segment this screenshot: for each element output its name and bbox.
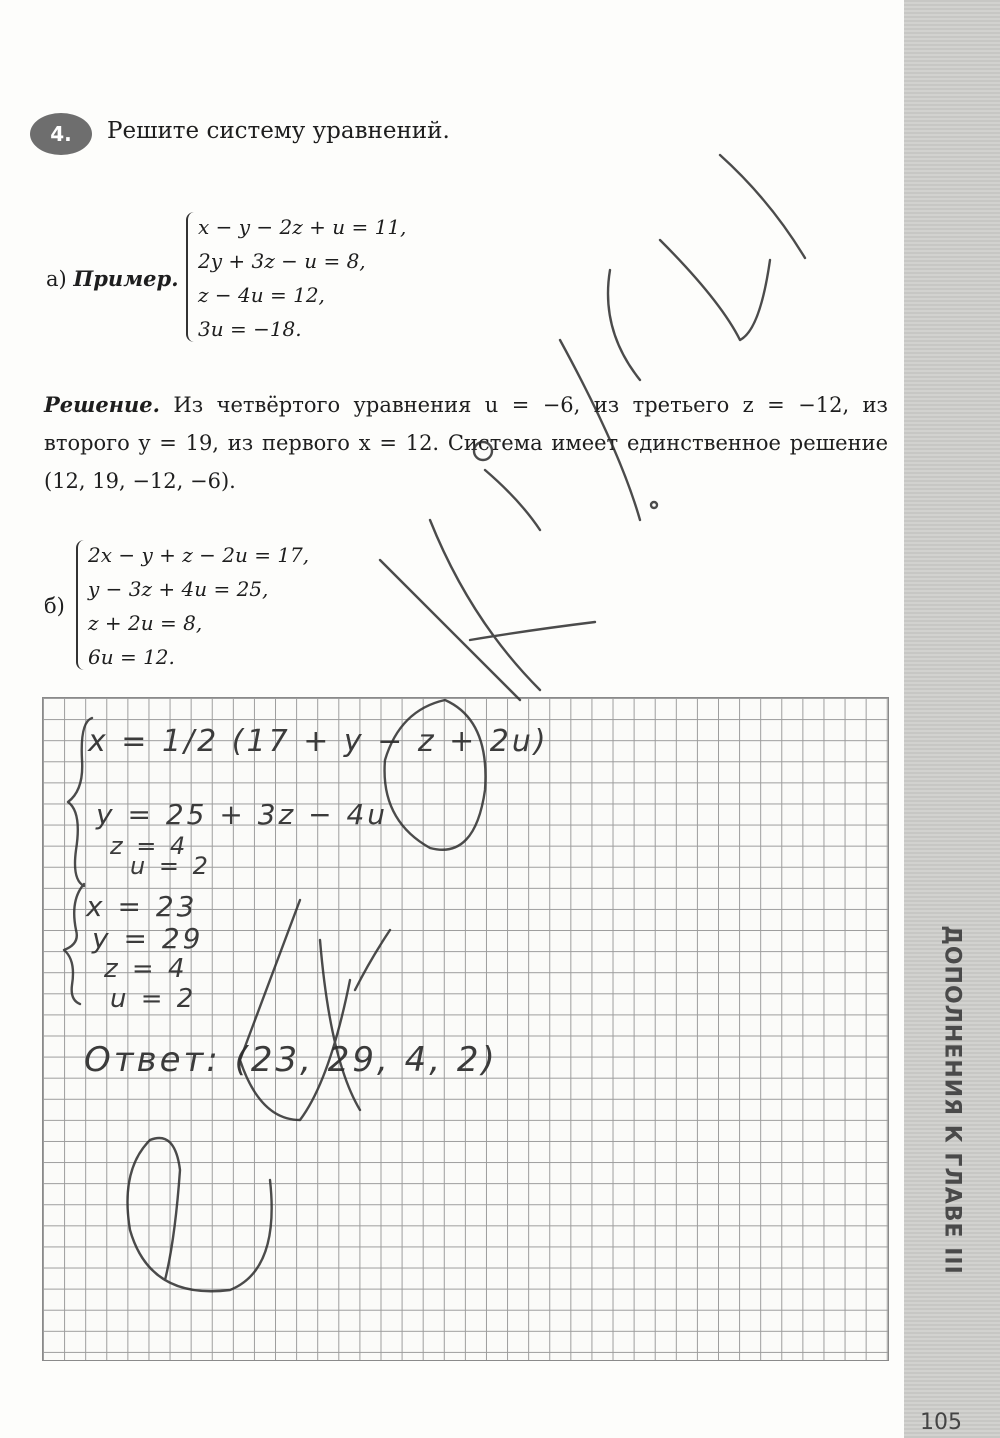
exercise-b-equation: z + 2u = 8,	[88, 611, 203, 635]
exercise-b-system	[88, 538, 309, 674]
example-label-bold: Пример.	[73, 266, 179, 291]
handwritten-line-x: x = 1/2 (17 + y − z + 2u)	[88, 724, 549, 759]
handwritten-line-u: u = 2	[130, 852, 211, 880]
example-label	[46, 266, 179, 291]
example-equation: 3u = −18.	[198, 317, 302, 341]
handwritten-result-y: y = 29	[92, 922, 204, 955]
solution-text: Из четвёртого уравнения u = −6, из третьего z = −12, из второго y = 19, из первого x = 12. Система имеет единственное решение (12, 19, −12, −6).	[44, 393, 888, 493]
answer-grid[interactable]	[42, 697, 889, 1361]
exercise-b-equation: 2x − y + z − 2u = 17,	[88, 543, 310, 567]
handwritten-result-u: u = 2	[110, 984, 197, 1014]
example-system	[198, 210, 406, 346]
chapter-title: ДОПОЛНЕНИЯ К ГЛАВЕ III	[939, 925, 965, 1275]
handwritten-line-y: y = 25 + 3z − 4u	[96, 798, 389, 831]
solution-lead: Решение.	[44, 392, 160, 417]
scribble-stroke	[651, 502, 657, 508]
example-equation: z − 4u = 12,	[198, 283, 325, 307]
example-equation: x − y − 2z + u = 11,	[198, 215, 407, 239]
exercise-b-label: б)	[44, 594, 65, 618]
scribble-stroke	[660, 240, 770, 340]
solution-paragraph	[44, 386, 888, 500]
example-brace	[186, 212, 198, 342]
scribble-stroke	[380, 560, 520, 700]
example-equation: 2y + 3z − u = 8,	[198, 249, 366, 273]
exercise-b-equation: 6u = 12.	[88, 645, 175, 669]
page-number: 105	[920, 1410, 962, 1435]
exercise-b-brace	[76, 540, 88, 670]
scribble-stroke	[608, 270, 640, 380]
handwritten-answer: Ответ: (23, 29, 4, 2)	[84, 1040, 498, 1080]
handwritten-line-z: z = 4	[110, 832, 189, 860]
example-label-prefix: а)	[46, 267, 67, 291]
exercise-b-equation: y − 3z + 4u = 25,	[88, 577, 269, 601]
handwritten-result-x: x = 23	[86, 890, 198, 923]
task-number-badge: 4.	[30, 113, 92, 155]
scribble-stroke	[720, 155, 805, 258]
scribble-stroke	[470, 622, 595, 640]
task-title: Решите систему уравнений.	[107, 118, 450, 144]
handwritten-result-z: z = 4	[104, 954, 188, 984]
scribble-stroke	[430, 520, 540, 690]
